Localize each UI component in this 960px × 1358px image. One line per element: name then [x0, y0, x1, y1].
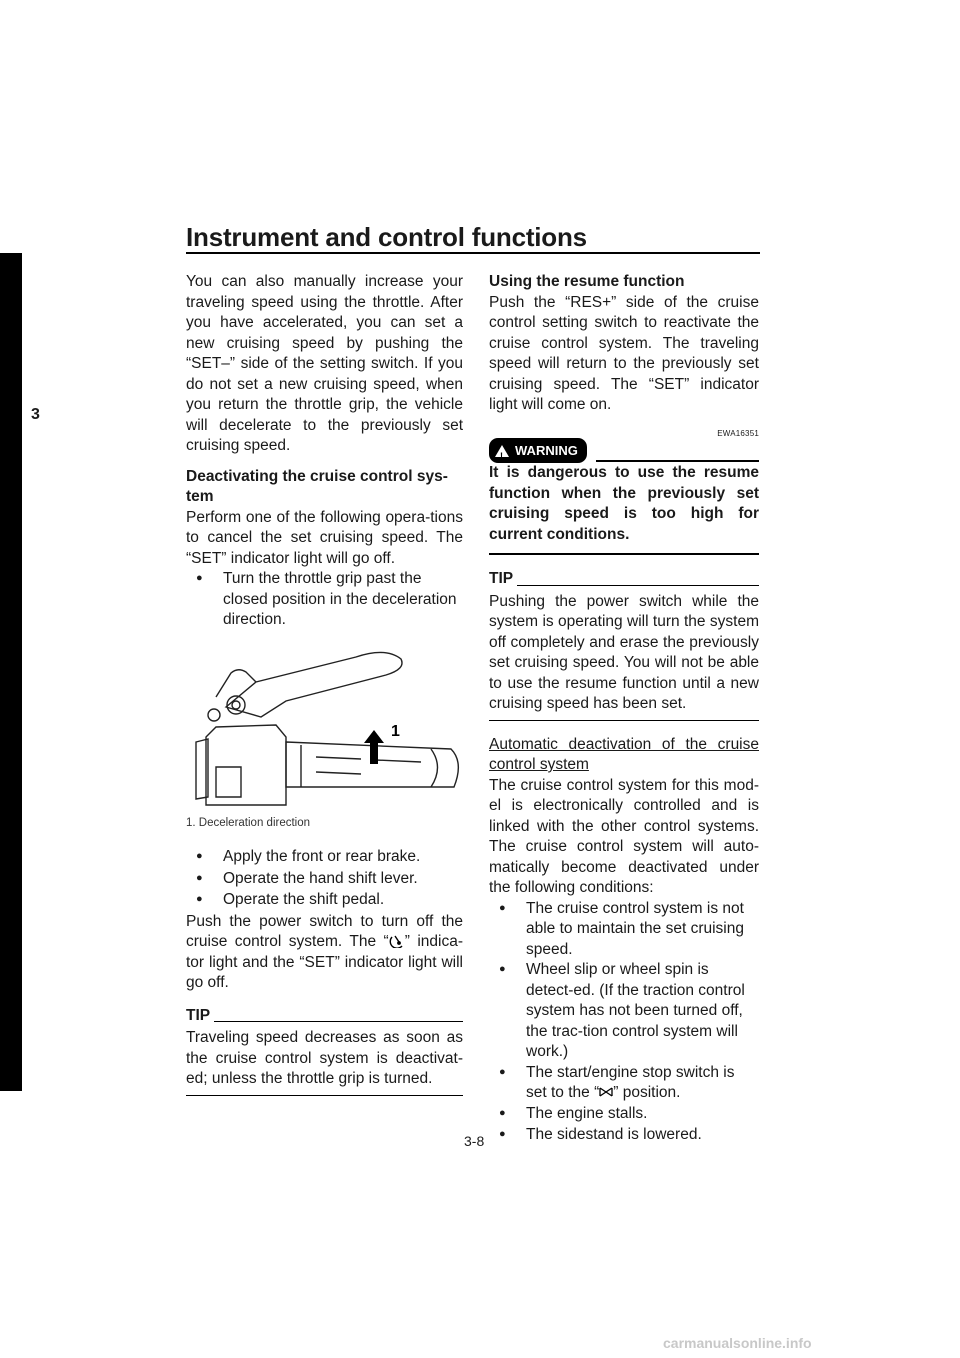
engine-stop-icon [599, 1086, 613, 1098]
throttle-grip-figure [186, 637, 463, 809]
deactivating-text: Perform one of the following opera-tions to cancel the set cruising speed. The “SET” indicator light will go off. [186, 508, 463, 567]
list-item: ● Operate the shift pedal. [186, 890, 463, 912]
bullet-icon [186, 569, 223, 631]
resume-heading: Using the resume function [489, 273, 685, 290]
tip-header: TIP [489, 569, 759, 590]
list-item: ● Turn the throttle grip past the closed position in the deceleration direction. [186, 569, 463, 631]
list-item: ● The engine stalls. [489, 1104, 759, 1126]
figure-label: 1 [391, 722, 400, 740]
list-item: ● Operate the hand shift lever. [186, 869, 463, 891]
bullet-icon [186, 847, 223, 869]
list-item: ● The sidestand is lowered. [489, 1125, 759, 1147]
tip-text: Pushing the power switch while the system is operating will turn the system off completely and erase the previously set cruising speed. You will not be able to use the resume function until a new cruising speed has been set. [489, 592, 759, 712]
left-column [186, 272, 463, 1096]
power-switch-text: Push the power switch to turn off the cruise control system. The “ ” indica-tor light and the “SET” indicator light will go off. [186, 912, 463, 991]
warning-text: It is dangerous to use the resume function when the previously set cruising speed is too high for current conditions. [489, 464, 759, 543]
bullet-icon [186, 869, 223, 891]
bullet-icon [186, 890, 223, 912]
warning-triangle-icon: ! [495, 445, 509, 457]
chapter-tab [0, 253, 22, 1091]
list-item: ● The start/engine stop switch is set to the “ ” position. [489, 1063, 759, 1104]
right-column [489, 272, 759, 1147]
page-number: 3-8 [464, 1133, 485, 1149]
auto-deactivation-heading: Automatic deactivation of the cruise control system [489, 735, 759, 773]
tip-text: Traveling speed decreases as soon as the cruise control system is deactivat-ed; unless the throttle grip is turned. [186, 1029, 463, 1087]
arrow-up-icon [364, 730, 384, 764]
chapter-number: 3 [31, 406, 40, 423]
bullet-icon [489, 1125, 526, 1147]
bullet-icon [489, 960, 526, 1063]
resume-text: Push the “RES+” side of the cruise control setting switch to reactivate the cruise control system. The traveling speed will return to the previously set cruising speed. The “SET” indicator light will come on. [489, 293, 759, 413]
tip-header: TIP [186, 1006, 463, 1027]
title-rule [186, 252, 760, 254]
list-item: ● The cruise control system is not able to maintain the set cruising speed. [489, 899, 759, 961]
page-title: Instrument and control functions [186, 222, 587, 252]
list-item: ● Wheel slip or wheel spin is detect-ed. (If the traction control system has not been turned off, the trac-tion control system will work.) [489, 960, 759, 1063]
auto-deactivation-text: The cruise control system for this mod-el is electronically controlled and is linked with the other control systems. The cruise control system will auto-matically become deactivated under the following conditions: [489, 776, 759, 896]
figure-caption: 1. Deceleration direction [186, 816, 311, 829]
bullet-icon [489, 899, 526, 961]
list-item: ● Apply the front or rear brake. [186, 847, 463, 869]
tip-footer-rule [186, 1095, 463, 1096]
warning-badge: ! WARNING [489, 438, 587, 464]
watermark: carmanualsonline.info [663, 1335, 812, 1351]
bullet-icon [489, 1063, 526, 1104]
intro-paragraph: You can also manually increase your traveling speed using the throttle. After you have accelerated, you can set a new cruising speed by pushing the “SET–” side of the setting switch. If you do not set a new cruising speed, when you return the throttle grip, the vehicle will decelerate to the previously set cruising speed. [186, 273, 463, 454]
cruise-indicator-icon [389, 934, 405, 948]
warning-code: EWA16351 [717, 428, 759, 438]
bullet-icon [489, 1104, 526, 1126]
deactivating-heading: Deactivating the cruise control sys-tem [186, 467, 448, 505]
